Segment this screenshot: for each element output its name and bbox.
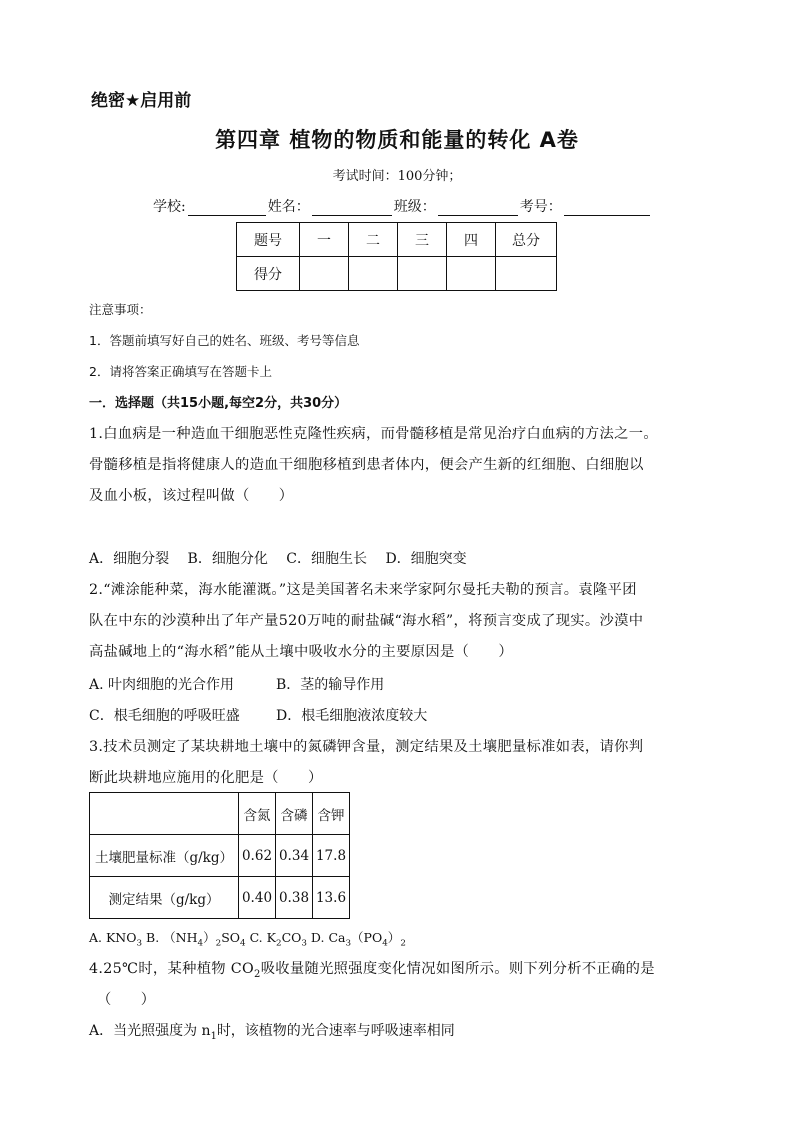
score-table-header-row xyxy=(237,223,557,257)
q3-option-b: B. （NH xyxy=(142,930,198,945)
q2-line: 2.“滩涂能种菜，海水能灌溉。”这是美国著名未来学家阿尔曼托夫勒的预言。袁隆平团 xyxy=(89,582,637,598)
student-info-row xyxy=(153,196,652,216)
q4-line: （ ） xyxy=(97,992,156,1008)
score-cell[interactable] xyxy=(300,257,349,291)
q3-option-a: A. KNO xyxy=(89,930,137,945)
score-header-cell: 四 xyxy=(447,223,496,257)
subscript: 2 xyxy=(400,938,406,949)
subscript: 4 xyxy=(382,938,388,949)
fert-value-cell: 13.6 xyxy=(313,877,350,919)
text-fragment: 吸收量随光照强度变化情况如图所示。则下列分析不正确的是 xyxy=(260,961,655,977)
fert-value-cell: 0.34 xyxy=(276,835,313,877)
text-fragment: ） xyxy=(387,930,401,945)
q4-line xyxy=(89,958,655,980)
exam-time: 考试时间：100分钟； xyxy=(332,169,462,184)
q2-option-d: D．根毛细胞液浓度较大 xyxy=(276,708,428,724)
fert-value-cell: 0.62 xyxy=(239,835,276,877)
subscript: 3 xyxy=(301,938,307,949)
q2-option-c: C．根毛细胞的呼吸旺盛 xyxy=(89,708,240,724)
fertilizer-table-row xyxy=(90,877,350,919)
fert-value-cell: 17.8 xyxy=(313,835,350,877)
class-label: 班级： xyxy=(393,199,436,215)
fert-header-cell: 含氮 xyxy=(239,793,276,835)
text-fragment: A．当光照强度为 n xyxy=(89,1023,211,1039)
q3-option-c: C. K xyxy=(245,930,276,945)
name-field[interactable] xyxy=(312,199,392,216)
q2-option-a: A. 叶肉细胞的光合作用 xyxy=(89,677,235,693)
note-item: 1．答题前填写好自己的姓名、班级、考号等信息 xyxy=(89,333,360,348)
text-fragment: ） xyxy=(203,930,216,945)
notes-title: 注意事项： xyxy=(89,302,152,317)
fert-row-label: 土壤肥量标准（g/kg） xyxy=(90,835,239,877)
subscript: 3 xyxy=(345,938,352,949)
score-header-cell: 题号 xyxy=(237,223,300,257)
fert-header-cell: 含磷 xyxy=(276,793,313,835)
fert-header-cell: 含钾 xyxy=(313,793,350,835)
score-table xyxy=(236,222,557,291)
fert-row-label: 测定结果（g/kg） xyxy=(90,877,239,919)
class-field[interactable] xyxy=(438,199,518,216)
score-header-cell: 二 xyxy=(349,223,398,257)
score-header-cell: 总分 xyxy=(496,223,557,257)
score-header-cell: 一 xyxy=(300,223,349,257)
q1-line: 1.白血病是一种造血干细胞恶性克隆性疾病，而骨髓移植是常见治疗白血病的方法之一。 xyxy=(89,426,658,442)
subscript: 2 xyxy=(275,938,282,949)
subscript: 3 xyxy=(136,938,143,949)
score-table-score-row xyxy=(237,257,557,291)
school-field[interactable] xyxy=(188,199,266,216)
q3-line: 断此块耕地应施用的化肥是（ ） xyxy=(89,770,323,786)
text-fragment: 4.25℃时，某种植物 CO xyxy=(89,961,255,977)
q4-option-a xyxy=(89,1020,455,1042)
fertilizer-table-header xyxy=(90,793,350,835)
page-title: 第四章 植物的物质和能量的转化 A卷 xyxy=(215,128,579,152)
subscript: 2 xyxy=(215,938,222,949)
q2-option-b: B．茎的输导作用 xyxy=(276,677,385,693)
subscript: 4 xyxy=(197,938,204,949)
score-cell[interactable] xyxy=(349,257,398,291)
fert-header-cell xyxy=(90,793,239,835)
fertilizer-table-row xyxy=(90,835,350,877)
exam-number-field[interactable] xyxy=(564,199,650,216)
q1-line: 及血小板，该过程叫做（ ） xyxy=(89,488,294,504)
q3-options xyxy=(89,928,406,949)
score-row-label: 得分 xyxy=(237,257,300,291)
secret-label: 绝密★启用前 xyxy=(91,91,192,111)
q3-option-d: D. Ca xyxy=(306,930,346,945)
subscript: 4 xyxy=(240,938,246,949)
note-item: 2．请将答案正确填写在答题卡上 xyxy=(89,364,272,379)
name-label: 姓名： xyxy=(267,199,310,215)
subscript: 1 xyxy=(210,1030,217,1042)
q1-options: A．细胞分裂 B．细胞分化 C．细胞生长 D．细胞突变 xyxy=(89,551,467,567)
q2-line: 队在中东的沙漠种出了年产量520万吨的耐盐碱“海水稻”，将预言变成了现实。沙漠中 xyxy=(89,613,644,629)
fert-value-cell: 0.40 xyxy=(239,877,276,919)
fertilizer-table xyxy=(89,792,350,919)
q1-line: 骨髓移植是指将健康人的造血干细胞移植到患者体内，便会产生新的红细胞、白细胞以 xyxy=(89,457,644,473)
text-fragment: （PO xyxy=(351,930,383,945)
exam-number-label: 考号： xyxy=(519,199,562,215)
text-fragment: CO xyxy=(281,930,302,945)
fert-value-cell: 0.38 xyxy=(276,877,313,919)
score-header-cell: 三 xyxy=(398,223,447,257)
school-label: 学校: xyxy=(153,199,186,215)
text-fragment: SO xyxy=(221,930,241,945)
text-fragment: 时，该植物的光合速率与呼吸速率相同 xyxy=(216,1023,455,1039)
q2-line: 高盐碱地上的“海水稻”能从土壤中吸收水分的主要原因是（ ） xyxy=(89,644,513,660)
q3-line: 3.技术员测定了某块耕地土壤中的氮磷钾含量，测定结果及土壤肥量标准如表，请你判 xyxy=(89,739,644,755)
subscript: 2 xyxy=(254,968,261,980)
score-cell[interactable] xyxy=(398,257,447,291)
section-title: 一．选择题（共15小题,每空2分，共30分） xyxy=(89,396,348,411)
score-cell[interactable] xyxy=(447,257,496,291)
score-cell[interactable] xyxy=(496,257,557,291)
